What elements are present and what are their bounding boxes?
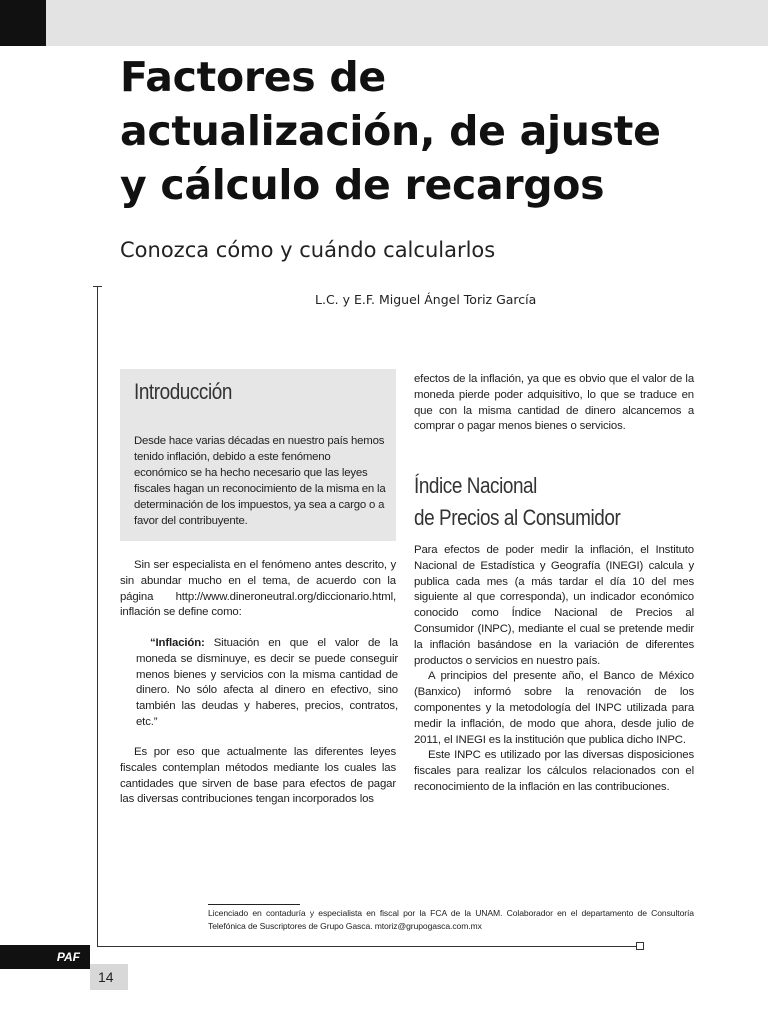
- top-bar: [0, 0, 768, 46]
- intro-box: [120, 369, 396, 541]
- section-title-line-1: Índice Nacional: [414, 473, 537, 498]
- inpc-paragraph-1: Para efectos de poder medir la inflación, el Instituto Nacional de Estadística y Geografía (INEGI) calcula y publica cada mes (a más tardar el día 10 del mes siguiente al que corresponda), un indicador económico conocido como Índice Nacional de Precios al Consumidor (INPC), mediante el cual se pretende medir la inflación basándose en la variación de diferentes productos o servicios en nuestro país.: [414, 544, 694, 667]
- inpc-paragraph-2: A principios del presente año, el Banco de México (Banxico) informó sobre la renovación de los componentes y la metodología del INPC utilizada para medir la inflación, de modo que ahora, desde julio de 2011, el INEGI es la institución que publica dicho INPC.: [414, 670, 694, 746]
- top-corner-block: [0, 0, 46, 46]
- title-line-2: actualización, de ajuste: [120, 107, 661, 155]
- left-paragraph-2: [120, 745, 396, 808]
- inflation-quote: [136, 636, 398, 731]
- page-number: 14: [90, 964, 128, 990]
- section-title-inpc: [414, 470, 689, 534]
- quote-label: “Inflación:: [150, 637, 205, 649]
- intro-heading: Introducción: [134, 379, 232, 404]
- publication-label: PAF: [0, 945, 90, 969]
- fiscal-laws-paragraph: Es por eso que actualmente las diferentes leyes fiscales contemplan métodos mediante los cuales las cantidades que sirven de base para efectos de pagar las diversas contribuciones tengan incorporados los: [120, 746, 396, 806]
- author-footnote: Licenciado en contaduría y especialista en fiscal por la FCA de la UNAM. Colaborador en el departamento de Consultoría Telefónica de Suscriptores de Grupo Gasca. mtoriz@grupogasca.com.mx: [208, 908, 694, 931]
- inflation-effects-paragraph: efectos de la inflación, ya que es obvio que el valor de la moneda pierde poder adquisitivo, lo que se traduce en que con la misma cantidad de dinero alcancemos a comprar o pagar menos bienes o servicios.: [414, 373, 694, 433]
- frame-end-marker: [636, 942, 644, 950]
- inflation-definition-intro: Sin ser especialista en el fenómeno antes descrito, y sin abundar mucho en el tema, de acuerdo con la página http://www.dineroneutral.org/diccionario.html, inflación se define como:: [120, 559, 396, 619]
- footnote-rule: [208, 904, 300, 905]
- author-byline: L.C. y E.F. Miguel Ángel Toriz García: [315, 292, 537, 307]
- frame-vertical-rule: [97, 286, 98, 946]
- article-subtitle: Conozca cómo y cuándo calcularlos: [120, 238, 496, 262]
- frame-top-tick: [93, 286, 102, 287]
- frame-bottom-rule: [97, 946, 637, 947]
- intro-text: Desde hace varias décadas en nuestro país hemos tenido inflación, debido a este fenómeno económico se ha hecho necesario que las leyes fiscales hagan un reconocimiento de la misma en la determinación de los impuestos, ya sea a cargo o a favor del contribuyente.: [134, 435, 386, 527]
- inpc-paragraph-3: Este INPC es utilizado por las diversas disposiciones fiscales para realizar los cálculos relacionados con el reconocimiento de la inflación en las contribuciones.: [414, 749, 694, 793]
- section-title-line-2: de Precios al Consumidor: [414, 505, 621, 530]
- quote-text: Situación en que el valor de la moneda se disminuye, es decir se puede conseguir menos bienes y servicios con la misma cantidad de dinero. No sólo afecta al dinero en efectivo, sino también las deudas y haberes, precios, contratos, etc.”: [136, 637, 398, 728]
- left-paragraph-1: [120, 558, 396, 621]
- title-line-3: y cálculo de recargos: [120, 161, 605, 209]
- right-paragraphs-inpc: [414, 543, 694, 796]
- right-paragraph-1: [414, 372, 694, 435]
- article-title: [120, 50, 740, 212]
- title-line-1: Factores de: [120, 53, 386, 101]
